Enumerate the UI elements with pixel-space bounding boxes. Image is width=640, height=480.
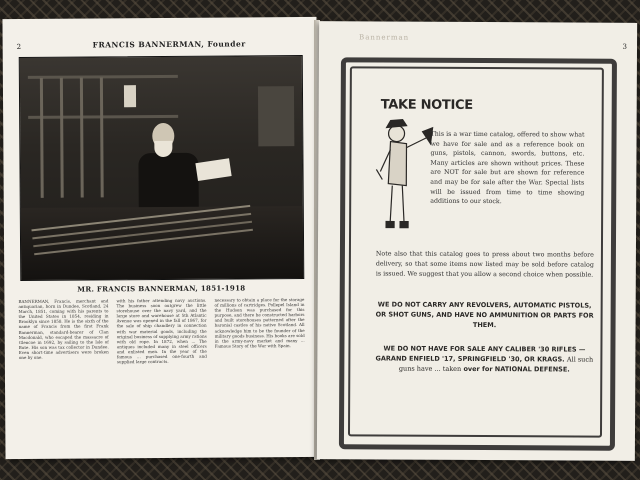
founder-photo xyxy=(19,55,305,281)
note-paragraph: Note also that this catalog goes to press about two months before delivery, so that some items now listed may be sold before catalog is issued. We suggest that you allow a second choice when possible. xyxy=(375,250,594,279)
bleed-through-text: Bannerman xyxy=(359,33,410,42)
no-revolvers-notice: WE DO NOT CARRY ANY REVOLVERS, AUTOMATIC PISTOLS, OR SHOT GUNS, AND HAVE NO AMMUNITION OR PARTS FOR THEM. xyxy=(375,300,594,330)
right-page xyxy=(317,21,637,461)
biography-column-2: with his father attending navy auctions. The business soon outgrew the little storehouse over the navy yard, and the large store and warehouse at 5th Atlantic Avenue was opened in the fall of 1867, for the sale of ship chandlery in connection with war material goods, including the original business of supplying army rations with old rope. In 1872, when ... The antiques included many in steel officers and enlisted men. In the year of the famous ... purchased one-fourth and supplied large contracts. xyxy=(116,297,207,365)
notice-paragraph: This is a war time catalog, offered to show what we have for sale and as a reference book on guns, pistols, cannon, swords, buttons, etc. Many articles are shown without prices. These are NOT for sale but are shown for reference and may be for sale after the War. Special lists will be issued from time to time showing additions to our stock. xyxy=(430,130,585,206)
no-rifles-notice-line-a: WE DO NOT HAVE FOR SALE ANY CALIBER '30 RIFLES — GARAND ENFIELD '17, SPRINGFIELD '30, OR KRAGS. xyxy=(375,344,586,364)
biography-column-3: necessary to obtain a place for the storage of millions of cartridges. Pollepel Island in the Hudson was purchased for this purpose, and there he constructed harbors and built storehouses patterned after the baronial castles of his native Scotland. All acknowledge him to be the founder of the military goods business. His books are sold in the army-navy market and many ... Famous Story of the War with Spain. xyxy=(214,297,305,349)
left-page xyxy=(2,17,319,459)
take-notice-heading: TAKE NOTICE xyxy=(380,97,473,113)
no-rifles-notice xyxy=(375,343,593,374)
biography-columns xyxy=(18,297,309,455)
right-page-number: 3 xyxy=(622,42,628,51)
no-rifles-notice-line-b: All such guns have ... taken xyxy=(398,355,594,373)
photo-caption: MR. FRANCIS BANNERMAN, 1851-1918 xyxy=(77,283,246,294)
biography-column-1: BANNERMAN, Francis, merchant and antiquarian, born in Dundee, Scotland, 24 March, 1851, coming with his parents to the United States in 1854, residing in Brooklyn since 1858. He is the sixth of the name of Francis from the first Frank Bannerman, standard-bearer of Clan Macdonald, who escaped the massacre of Glencoe in 1692, by sailing to the Isle of Bute. His son was tax collector in Dundee. Even short-time advertisers were broken one by one. xyxy=(18,298,109,361)
left-page-number: 2 xyxy=(16,42,22,52)
no-rifles-notice-line-c: over for NATIONAL DEFENSE. xyxy=(463,364,570,374)
running-head: FRANCIS BANNERMAN, Founder xyxy=(92,39,246,50)
